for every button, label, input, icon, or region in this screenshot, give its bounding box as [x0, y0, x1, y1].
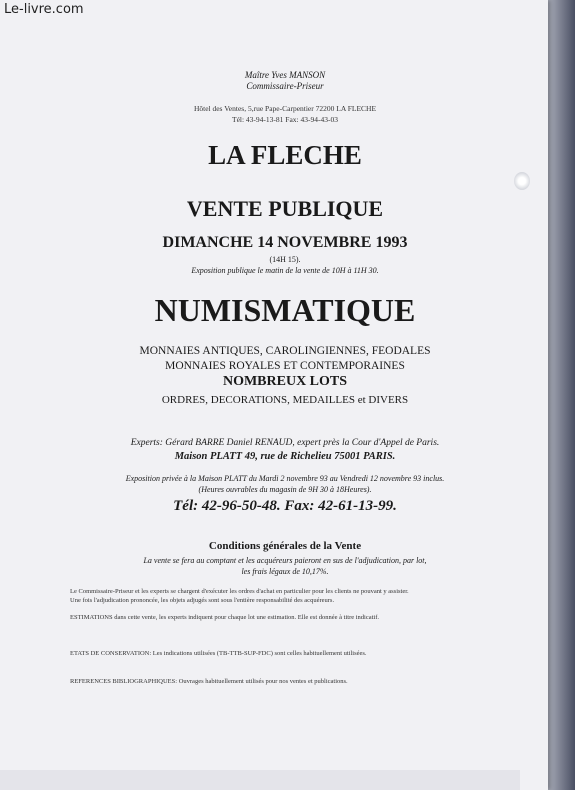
sale-date: DIMANCHE 14 NOVEMBRE 1993	[162, 234, 408, 251]
subject-title: NUMISMATIQUE	[154, 292, 416, 328]
lots-line: NOMBREUX LOTS	[222, 374, 348, 389]
sale-time: (14H 15).	[269, 255, 301, 264]
fine-print-2: Une fois l'adjudication prononcée, les objets adjugés sont sous l'entière responsabilité des acquéreurs.	[70, 597, 335, 604]
conditions-line-2: les frais légaux de 10,17%.	[241, 567, 329, 576]
auctioneer-role: Commissaire-Priseur	[246, 81, 324, 91]
sale-type: VENTE PUBLIQUE	[186, 196, 384, 221]
fine-print-estimations: ESTIMATIONS dans cette vente, les experts indiquent pour chaque lot une estimation. Elle est donnée à titre indicatif.	[70, 614, 380, 621]
watermark: Le-livre.com	[4, 2, 84, 17]
conditions-title: Conditions générales de la Vente	[208, 540, 362, 552]
city-title: LA FLECHE	[208, 140, 362, 170]
orders-line: ORDRES, DECORATIONS, MEDAILLES et DIVERS	[161, 394, 409, 406]
contact-line: Tél: 42-96-50-48. Fax: 42-61-13-99.	[173, 498, 397, 514]
phone-fax: Tél: 43-94-13-81 Fax: 43-94-43-03	[231, 115, 339, 124]
address: Hôtel des Ventes, 5,rue Pape-Carpentier 72200 LA FLECHE	[193, 104, 377, 113]
conditions-line-1: La vente se fera au comptant et les acquéreurs paieront en sus de l'adjudication, par lot,	[143, 556, 427, 565]
fine-print-1: Le Commissaire-Priseur et les experts se chargent d'exécuter les ordres d'achat en particulier pour les clients ne pouvant y assister.	[70, 588, 409, 595]
auctioneer-name: Maître Yves MANSON	[244, 70, 326, 80]
exposition-note: Exposition publique le matin de la vente de 10H à 11H 30.	[191, 266, 379, 275]
experts-line: Experts: Gérard BARRE Daniel RENAUD, expert près la Cour d'Appel de Paris.	[130, 438, 440, 448]
maison-platt: Maison PLATT 49, rue de Richelieu 75001 PARIS.	[174, 451, 396, 462]
coins-line-1: MONNAIES ANTIQUES, CAROLINGIENNES, FEODALES	[139, 345, 431, 357]
punch-hole-icon	[514, 172, 530, 190]
fine-print-conservation: ETATS DE CONSERVATION: Les indications utilisées (TB-TTB-SUP-FDC) sont celles habituellement utilisées.	[70, 650, 367, 657]
opening-hours: (Heures ouvrables du magasin de 9H 30 à 18Heures).	[198, 485, 372, 494]
page-shadow	[0, 770, 520, 790]
fine-print-references: REFERENCES BIBLIOGRAPHIQUES: Ouvrages habituellement utilisés pour nos ventes et publications.	[70, 678, 348, 685]
coins-line-2: MONNAIES ROYALES ET CONTEMPORAINES	[165, 360, 405, 372]
private-exposition: Exposition privée à la Maison PLATT du Mardi 2 novembre 93 au Vendredi 12 novembre 93 inclus.	[125, 474, 445, 483]
